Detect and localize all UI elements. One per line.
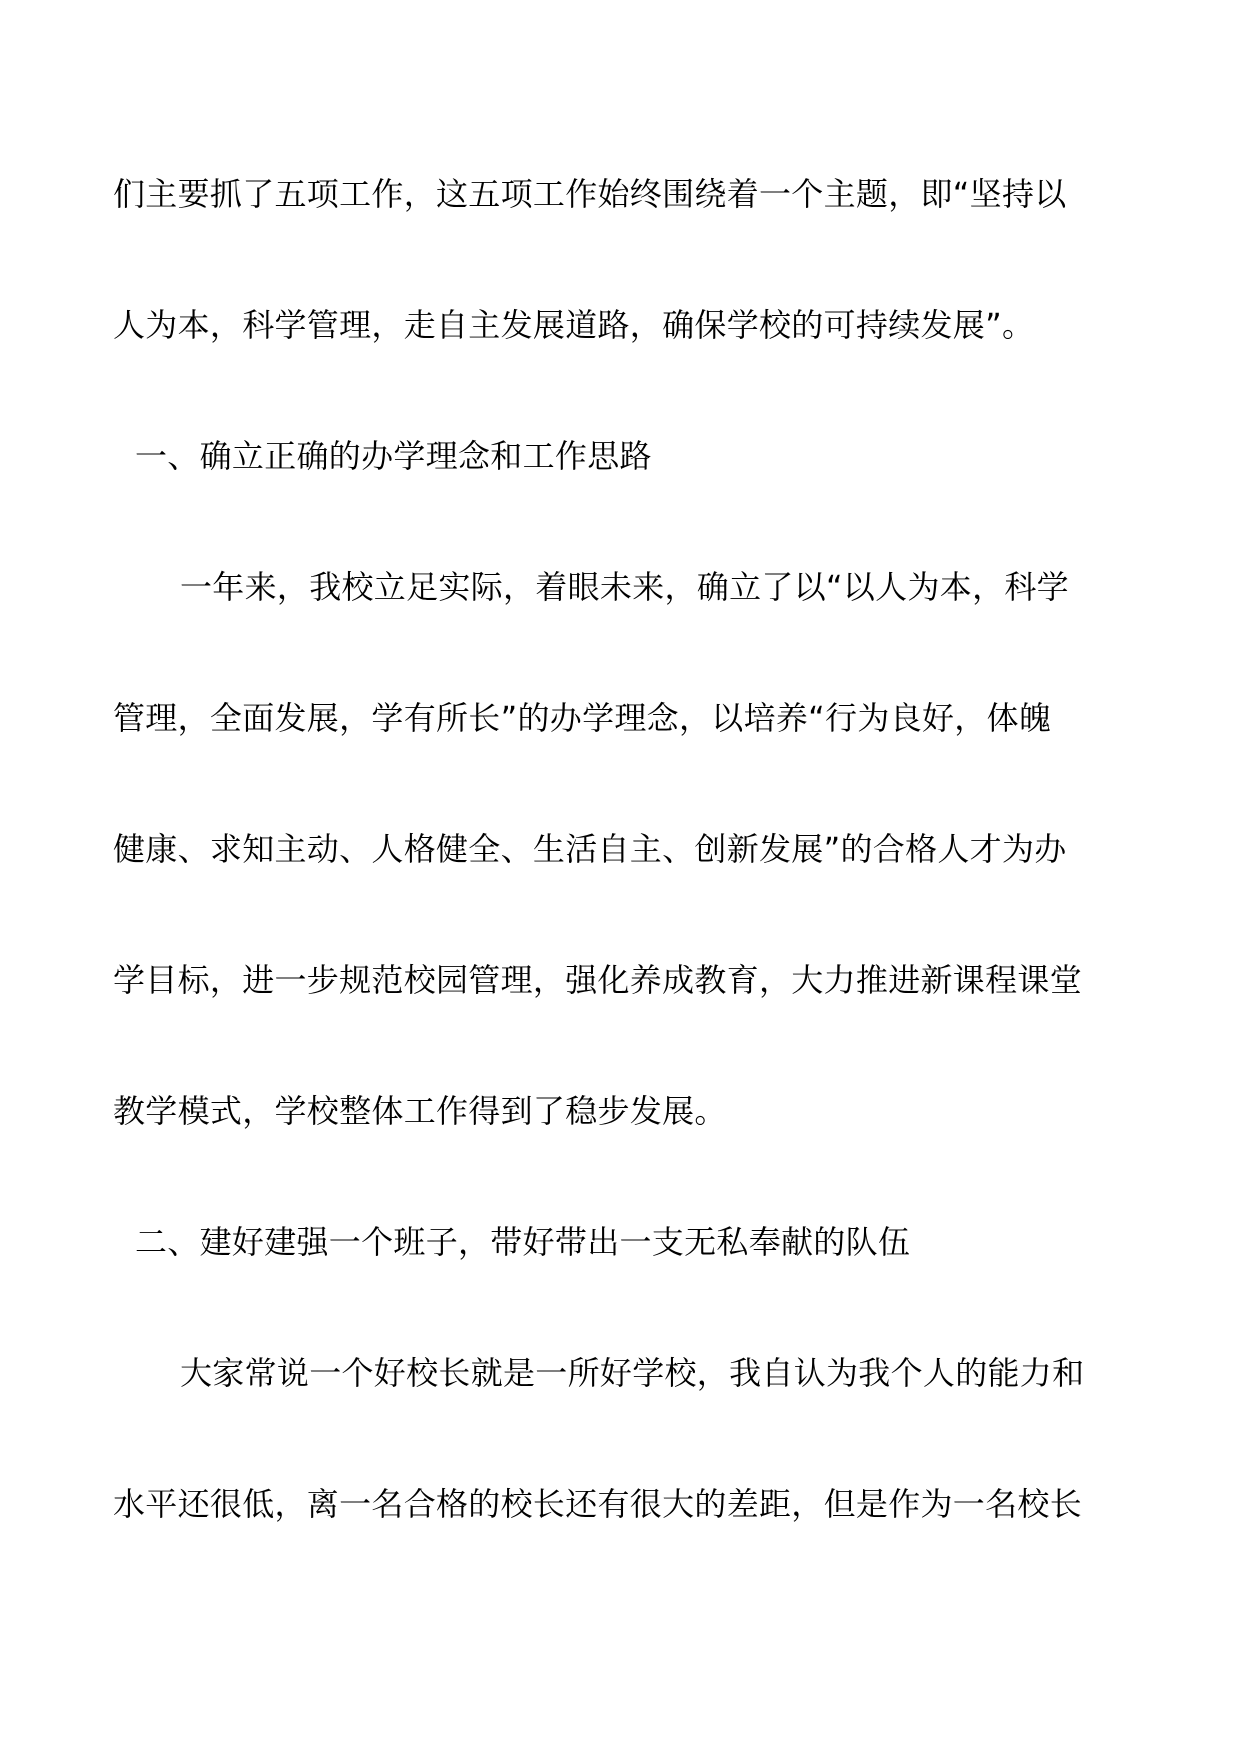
paragraph-line: 水平还很低，离一名合格的校长还有很大的差距，但是作为一名校长 bbox=[113, 1485, 1083, 1523]
paragraph-line: 健康、求知主动、人格健全、生活自主、创新发展”的合格人才为办 bbox=[113, 830, 1067, 868]
paragraph-line: 学目标，进一步规范校园管理，强化养成教育，大力推进新课程课堂 bbox=[113, 961, 1083, 999]
paragraph-line: 人为本，科学管理，走自主发展道路，确保学校的可持续发展”。 bbox=[113, 306, 1035, 344]
paragraph-line: 大家常说一个好校长就是一所好学校，我自认为我个人的能力和 bbox=[180, 1354, 1085, 1392]
section-heading: 一、确立正确的办学理念和工作思路 bbox=[135, 437, 652, 475]
paragraph-line: 一年来，我校立足实际，着眼未来，确立了以“以人为本，科学 bbox=[180, 568, 1069, 606]
paragraph-line: 们主要抓了五项工作，这五项工作始终围绕着一个主题，即“坚持以 bbox=[113, 175, 1067, 213]
paragraph-line: 管理，全面发展，学有所长”的办学理念，以培养“行为良好，体魄 bbox=[113, 699, 1052, 737]
section-heading: 二、建好建强一个班子，带好带出一支无私奉献的队伍 bbox=[135, 1223, 911, 1261]
paragraph-line: 教学模式，学校整体工作得到了稳步发展。 bbox=[113, 1092, 727, 1130]
